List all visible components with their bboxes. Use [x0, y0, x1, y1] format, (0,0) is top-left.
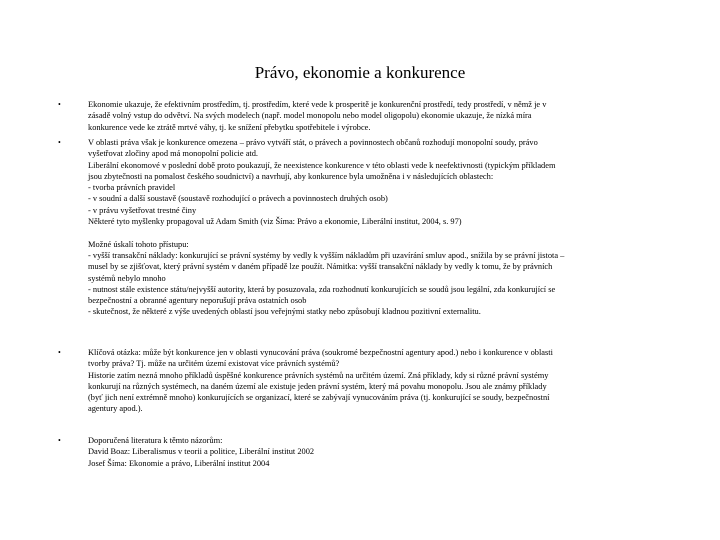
slide-title: Právo, ekonomie a konkurence: [254, 63, 466, 82]
text-line: Historie zatím nezná mnoho příkladů úspěšné konkurence právních systémů na určitém území. Zná příklady, kdy si různé právní systémy: [88, 370, 549, 380]
bullet-text: [88, 435, 658, 469]
text-line: - vyšší transakční náklady: konkurující se právní systémy by vedly k vyšším nákladům při uzavírání smluv apod., snížila by se právní jistota –: [88, 250, 565, 260]
bullet-text: [88, 347, 658, 415]
text-line: Josef Šíma: Ekonomie a právo, Liberální institut 2004: [88, 458, 270, 468]
bullet-marker: •: [58, 348, 61, 357]
bullet-text: [88, 137, 658, 318]
text-line: - v soudní a další soustavě (soustavě rozhodující o právech a povinnostech druhých osob): [88, 194, 388, 204]
paragraph-spacer: [88, 227, 658, 238]
text-line: - skutečnost, že některé z výše uvedených oblastí jsou veřejnými statky nebo způsobují kladnou pozitivní externalitu.: [88, 307, 481, 317]
text-line: Liberální ekonomové v poslední době proto poukazují, že neexistence konkurence v této oblasti vede k neefektivnosti (typickým příkladem: [88, 160, 556, 170]
text-line: agentury apod.).: [88, 404, 143, 414]
text-line: jsou zbytečnosti na pomalost českého soudnictví) a navrhují, aby konkurence byla umožněna i v následujících oblastech:: [88, 171, 494, 181]
text-line: Možné úskalí tohoto přístupu:: [88, 239, 189, 249]
text-line: - tvorba právních pravidel: [88, 183, 176, 193]
text-line: - v právu vyšetřovat trestné činy: [88, 205, 197, 215]
bullet-text: [88, 99, 658, 133]
text-line: vyšetřovat zločiny apod má monopolní policie atd.: [88, 149, 259, 159]
text-line: bezpečnostní a obranné agentury neporušují práva ostatních osob: [88, 296, 307, 306]
text-line: (byť jich není extrémně mnoho) konkurujících se organizací, které se zabývají vynucováním práva (tj. konkurující se soudy, bezpečnostní: [88, 393, 550, 403]
bullet-literature: [58, 435, 658, 469]
bullet-law-competition: [58, 137, 658, 318]
text-line: systémů nebylo mnoho: [88, 273, 166, 283]
text-line: Ekonomie ukazuje, že efektivním prostředím, tj. prostředím, které vede k prosperitě je konkurenční prostředí, tedy prostředí, v němž je v: [88, 100, 547, 109]
bullet-marker: •: [58, 138, 61, 147]
text-line: Klíčová otázka: může být konkurence jen v oblasti vynucování práva (soukromé bezpečnostní agentury apod.) nebo i konkurence v oblasti: [88, 348, 553, 357]
bullet-key-question: [58, 347, 658, 415]
text-line: David Boaz: Liberalismus v teorii a politice, Liberální institut 2002: [88, 447, 315, 457]
text-line: Některé tyto myšlenky propagoval už Adam Smith (viz Šíma: Právo a ekonomie, Liberální institut, 2004, s. 97): [88, 217, 462, 227]
text-line: konkurence vede ke ztrátě mrtvé váhy, tj. ke snížení přebytku spotřebitele i výrobce.: [88, 122, 371, 132]
bullet-efficiency: [58, 99, 658, 133]
text-line: - nutnost stále existence státu/nejvyšší autority, která by posuzovala, zda rozhodnutí konkurujících se soudů jsou legální, zda konkurující se: [88, 284, 556, 294]
bullet-marker: •: [58, 436, 61, 445]
text-line: konkurují na různých systémech, na daném území ale existuje jeden právní systém, který má povahu monopolu. Jsou ale známy příklady: [88, 381, 547, 391]
text-line: V oblasti práva však je konkurence omezena – právo vytváří stát, o právech a povinnostech občanů rozhodují monopolní soudy, právo: [88, 138, 538, 147]
text-line: zásadě volný vstup do odvětví. Na svých modelech (např. model monopolu nebo model oligopolu) ekonomie ukazuje, že nízká míra: [88, 111, 532, 121]
text-line: tvorby práva? Tj. může na určitém území existovat více právních systémů?: [88, 359, 340, 369]
text-line: Doporučená literatura k těmto názorům:: [88, 436, 223, 445]
bullet-marker: •: [58, 100, 61, 109]
text-line: musel by se zjišťovat, který právní systém v daném případě lze použít. Námitka: vyšší transakční náklady by vedly k tomu, že by právních: [88, 262, 553, 272]
